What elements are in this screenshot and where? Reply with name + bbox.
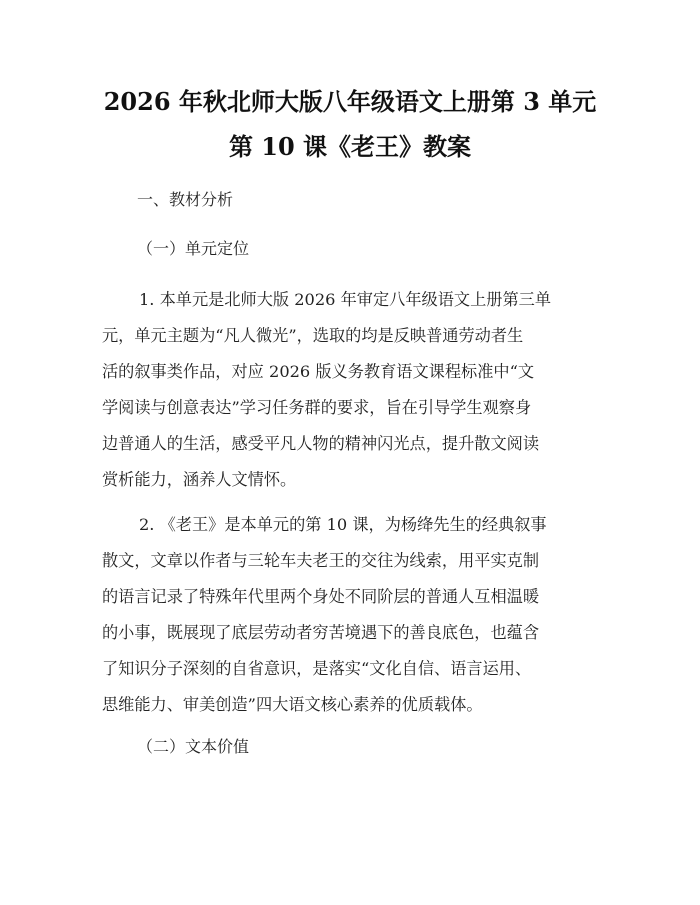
paragraph-line: 了知识分子深刻的自省意识，是落实“文化自信、语言运用、 [102, 659, 532, 678]
paragraph-line: 的小事，既展现了底层劳动者穷苦境遇下的善良底色，也蕴含 [102, 623, 540, 642]
paragraph-line: 2. 《老王》是本单元的第 10 课，为杨绛先生的经典叙事 [139, 515, 547, 534]
paragraph-unit-positioning-2 [102, 507, 600, 723]
paragraph-line: 赏析能力，涵养人文情怀。 [102, 470, 297, 489]
paragraph-line: 思维能力、审美创造”四大语文核心素养的优质载体。 [102, 695, 483, 714]
paragraph-line: 边普通人的生活，感受平凡人物的精神闪光点，提升散文阅读 [102, 434, 540, 453]
paragraph-line: 活的叙事类作品，对应 2026 版义务教育语文课程标准中“文 [102, 362, 535, 381]
paragraph-line: 的语言记录了特殊年代里两个身处不同阶层的普通人互相温暖 [102, 587, 540, 606]
paragraph-line: 学阅读与创意表达”学习任务群的要求，旨在引导学生观察身 [102, 398, 532, 417]
document-title-line-2: 第 10 课《老王》教案 [228, 132, 472, 161]
section-heading-textbook-analysis: 一、教材分析 [137, 190, 234, 209]
paragraph-unit-positioning-1 [102, 282, 600, 498]
paragraph-line: 散文，文章以作者与三轮车夫老王的交往为线索，用平实克制 [102, 551, 540, 570]
document-title-line-1: 2026 年秋北师大版八年级语文上册第 3 单元 [103, 87, 597, 116]
subsection-heading-text-value: （二）文本价值 [137, 737, 250, 756]
subsection-heading-unit-positioning: （一）单元定位 [137, 239, 250, 258]
paragraph-line: 元，单元主题为“凡人微光”，选取的均是反映普通劳动者生 [102, 326, 524, 345]
paragraph-line: 1. 本单元是北师大版 2026 年审定八年级语文上册第三单 [139, 290, 552, 309]
